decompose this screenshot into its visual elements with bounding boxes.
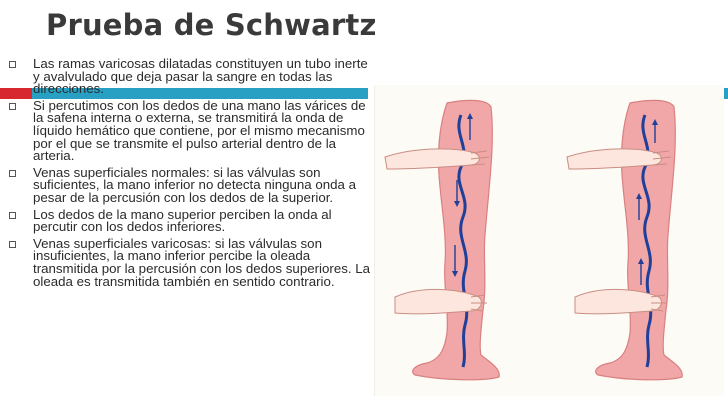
square-bullet-icon: [9, 61, 16, 68]
square-bullet-icon: [9, 212, 16, 219]
bullet-item: [0, 235, 372, 289]
lower-hand-icon: [395, 289, 481, 313]
bullet-item: [0, 164, 372, 205]
bullet-item: [0, 58, 372, 96]
square-bullet-icon: [9, 241, 16, 248]
leg-vein-percussion-illustration: [375, 85, 724, 396]
lower-hand-icon: [575, 289, 661, 313]
bullet-item: [0, 97, 372, 164]
bullet-text: Las ramas varicosas dilatadas constituyen un tubo inerte y avalvulado que deja pasar la sangre en todas las direcciones.: [33, 56, 368, 97]
bullet-list: [0, 58, 372, 292]
bullet-text: Si percutimos con los dedos de una mano las várices de la safena interna o externa, se transmitirá la onda de líquido hemático que contiene, por el mismo mecanismo por el que se transmite el pulso arterial dentro de la arteria.: [33, 97, 366, 164]
bullet-text: Venas superficiales varicosas: si las válvulas son insuficientes, la mano inferior percibe la oleada transmitida por la percusión con los dedos superiores. La oleada es transmitida también en sentido contrario.: [33, 235, 371, 289]
bullet-text: Los dedos de la mano superior perciben la onda al percutir con los dedos inferiores.: [33, 206, 332, 235]
leg-shape: [596, 100, 683, 379]
slide-title: Prueba de Schwartz: [46, 8, 377, 42]
bullet-text: Venas superficiales normales: si las válvulas son suficientes, la mano inferior no detecta ninguna onda a pesar de la percusión con los dedos de la superior.: [33, 164, 357, 205]
square-bullet-icon: [9, 103, 16, 110]
right-leg: [567, 100, 682, 379]
leg-vein-illustration: [374, 85, 724, 396]
square-bullet-icon: [9, 170, 16, 177]
bullet-item: [0, 206, 372, 235]
left-leg: [385, 100, 499, 379]
leg-shape: [413, 100, 500, 379]
